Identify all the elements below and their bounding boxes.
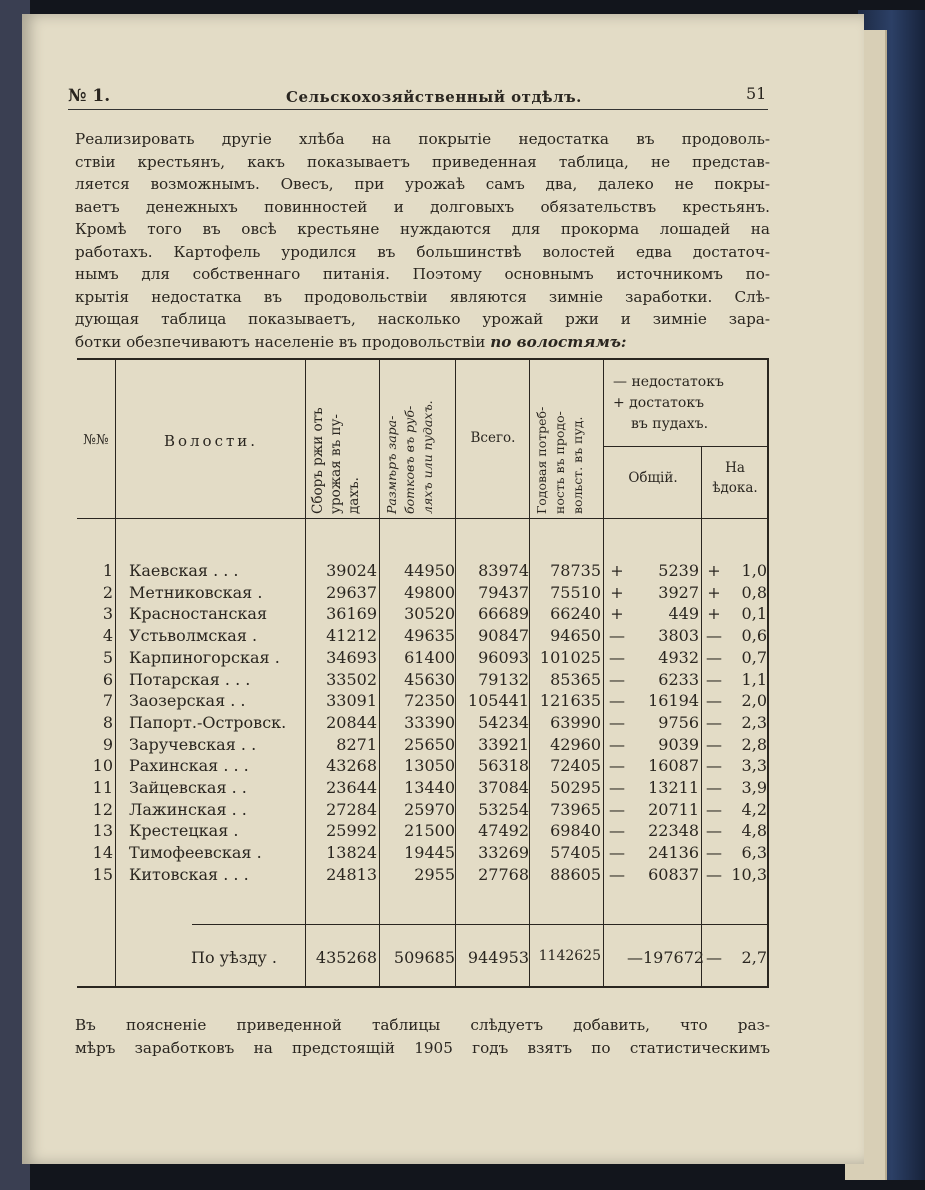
cell-a: 43268	[326, 756, 377, 776]
cell-c: 79437	[478, 582, 529, 602]
cell-s1: —	[609, 799, 625, 819]
cell-s1: —	[609, 756, 625, 776]
table-row	[77, 561, 769, 583]
cell-f: 1,0	[741, 561, 767, 580]
cell-b: 61400	[404, 647, 455, 667]
cell-f: 6,3	[741, 843, 767, 863]
cell-f: 3,3	[741, 756, 767, 776]
cell-a: 25992	[326, 821, 377, 841]
cell-s2: —	[706, 778, 722, 797]
cell-n: 9	[102, 734, 113, 754]
cell-d: 72405	[550, 756, 601, 776]
cell-f: 4,8	[741, 821, 767, 841]
cell-a: 34693	[326, 647, 377, 667]
cell-b: 33390	[404, 712, 455, 732]
cell-n: 10	[92, 756, 113, 776]
cell-f: 0,6	[741, 626, 767, 646]
cell-name: Папорт.-Островск.	[129, 712, 287, 732]
cell-c: 47492	[478, 821, 529, 841]
cell-n: 15	[92, 864, 113, 884]
cell-name: Тимофеевская .	[129, 843, 262, 863]
cell-e: 3803	[658, 626, 699, 646]
header-rule	[68, 109, 768, 110]
cell-s1: —	[609, 734, 625, 754]
cell-c: 54234	[478, 712, 529, 732]
table-row	[77, 713, 769, 735]
header-harvest: Сборъ ржи отъ урожая въ пу- дахъ.	[310, 407, 362, 514]
section-title: Сельскохозяйственный отдѣлъ.	[286, 88, 582, 106]
cell-c: 66689	[478, 604, 529, 624]
cell-n: 12	[92, 799, 113, 819]
cell-name: Заозерская . .	[129, 691, 246, 711]
cell-s1: —	[609, 712, 625, 732]
table-row	[77, 626, 769, 648]
cell-e: 9756	[658, 712, 699, 732]
table-row	[77, 756, 769, 778]
total-s2: —	[706, 948, 722, 967]
cell-d: 88605	[550, 864, 601, 884]
cell-c: 33921	[478, 734, 529, 754]
cell-b: 49800	[404, 582, 455, 602]
cell-c: 53254	[478, 799, 529, 819]
total-e: —197672	[627, 948, 705, 967]
table-row	[77, 604, 769, 626]
total-row	[77, 948, 769, 970]
cell-b: 21500	[404, 821, 455, 841]
cell-d: 73965	[550, 799, 601, 819]
cell-c: 33269	[478, 843, 529, 863]
cell-a: 39024	[326, 561, 377, 580]
cell-b: 19445	[404, 843, 455, 863]
cell-n: 2	[102, 582, 113, 602]
cell-s1: —	[609, 669, 625, 689]
cell-a: 20844	[326, 712, 377, 732]
cell-s2: —	[706, 712, 722, 732]
cell-c: 37084	[478, 778, 529, 797]
text-line: ляется возможнымъ. Овесъ, при урожаѣ самъ два, далеко не покры-	[75, 175, 770, 193]
cell-s2: —	[706, 669, 722, 689]
cell-s2: —	[706, 864, 722, 884]
cell-n: 11	[92, 778, 113, 797]
text-line: ботки обезпечиваютъ населеніе въ продовольствіи по волостямъ:	[75, 332, 627, 351]
cell-c: 56318	[478, 756, 529, 776]
cell-d: 85365	[550, 669, 601, 689]
cell-name: Метниковская .	[129, 582, 263, 602]
cell-e: 3927	[658, 582, 699, 602]
cell-c: 27768	[478, 864, 529, 884]
cell-s2: —	[706, 626, 722, 646]
cell-s2: —	[706, 756, 722, 776]
cell-e: 9039	[658, 734, 699, 754]
total-label: По уѣзду .	[191, 948, 277, 967]
cell-f: 2,8	[741, 734, 767, 754]
cell-name: Устьволмская .	[129, 626, 258, 646]
table-row	[77, 735, 769, 757]
cell-n: 13	[92, 821, 113, 841]
cell-s2: —	[706, 647, 722, 667]
cell-d: 94650	[550, 626, 601, 646]
header-general: Общій.	[628, 470, 678, 486]
cell-d: 57405	[550, 843, 601, 863]
table-row	[77, 821, 769, 843]
text-line: Кромѣ того въ овсѣ крестьяне нуждаются для прокорма лошадей на	[75, 220, 770, 238]
cell-c: 83974	[478, 561, 529, 580]
cell-c: 96093	[478, 647, 529, 667]
header-per-eater: На ѣдока.	[712, 460, 758, 496]
cell-c: 90847	[478, 626, 529, 646]
total-f: 2,7	[741, 948, 767, 967]
page-number: 51	[746, 84, 767, 103]
cell-d: 42960	[550, 734, 601, 754]
text-line: ваетъ денежныхъ повинностей и долговыхъ обязательствъ крестьянъ.	[75, 197, 770, 216]
text-line: дующая таблица показываетъ, насколько урожай ржи и зимніе зара-	[75, 310, 770, 328]
cell-s1: —	[609, 778, 625, 797]
cell-a: 13824	[326, 843, 377, 863]
cell-name: Зайцевская . .	[129, 778, 247, 797]
cell-e: 16087	[648, 756, 699, 776]
cell-d: 101025	[539, 647, 601, 667]
cell-e: 4932	[658, 647, 699, 667]
cell-s2: —	[706, 734, 722, 754]
cell-b: 2955	[414, 864, 455, 884]
cell-e: 24136	[648, 843, 699, 863]
cell-f: 0,8	[741, 582, 767, 602]
cell-s1: —	[609, 691, 625, 711]
cell-a: 24813	[326, 864, 377, 884]
header-need: Годовая потреб- ность въ продо- вольст. въ пуд.	[534, 406, 585, 514]
total-a: 435268	[315, 948, 377, 967]
text-line: мѣръ заработковъ на предстоящій 1905 годъ взятъ по статистическимъ	[75, 1038, 770, 1057]
cell-f: 0,7	[741, 647, 767, 667]
cell-s2: +	[707, 604, 721, 624]
table-row	[77, 778, 769, 800]
cell-n: 4	[102, 626, 113, 646]
table-row	[77, 583, 769, 605]
cell-a: 36169	[326, 604, 377, 624]
header-earnings: Размѣръ зара- ботковъ въ руб- ляхъ или пудахъ.	[384, 400, 435, 514]
cell-b: 13440	[404, 778, 455, 797]
text-line: крытія недостатка въ продовольствіи являются зимніе заработки. Слѣ-	[75, 287, 770, 306]
cell-d: 121635	[539, 691, 601, 711]
cell-n: 7	[102, 691, 113, 711]
cell-d: 66240	[550, 604, 601, 624]
text-line: нымъ для собственнаго питанія. Поэтому основнымъ источникомъ по-	[75, 265, 770, 283]
cell-n: 6	[102, 669, 113, 689]
intro-paragraph	[75, 128, 770, 353]
cell-s1: +	[610, 604, 624, 624]
cell-s2: —	[706, 843, 722, 863]
cell-e: 60837	[648, 864, 699, 884]
issue-number: № 1.	[68, 86, 111, 106]
cell-s1: —	[609, 843, 625, 863]
cell-e: 20711	[648, 799, 699, 819]
cell-name: Лажинская . .	[129, 799, 247, 819]
table-row	[77, 843, 769, 865]
cell-d: 78735	[550, 561, 601, 580]
cell-c: 79132	[478, 669, 529, 689]
header-num: №№	[83, 432, 109, 448]
cell-b: 13050	[404, 756, 455, 776]
cell-a: 33502	[326, 669, 377, 689]
table-row	[77, 800, 769, 822]
running-header	[68, 72, 768, 106]
header-balance-group: — недостатокъ + достатокъ въ пудахъ.	[613, 374, 724, 432]
cell-f: 2,3	[741, 712, 767, 732]
cell-s1: +	[610, 561, 624, 580]
cell-name: Потарская . . .	[129, 669, 251, 689]
cell-b: 25650	[404, 734, 455, 754]
cell-b: 45630	[404, 669, 455, 689]
cell-f: 4,2	[741, 799, 767, 819]
cell-f: 3,9	[741, 778, 767, 797]
cell-d: 63990	[550, 712, 601, 732]
cell-name: Крестецкая .	[129, 821, 239, 841]
cell-name: Китовская . . .	[129, 864, 249, 884]
cell-e: 5239	[658, 561, 699, 580]
cell-e: 6233	[658, 669, 699, 689]
cell-f: 2,0	[741, 691, 767, 711]
table-row	[77, 648, 769, 670]
cell-a: 23644	[326, 778, 377, 797]
cell-s2: +	[707, 561, 721, 580]
cell-s2: +	[707, 582, 721, 602]
cell-name: Карпиногорская .	[129, 647, 280, 667]
cell-n: 14	[92, 843, 113, 863]
cell-n: 8	[102, 712, 113, 732]
cell-b: 30520	[404, 604, 455, 624]
text-line: ствіи крестьянъ, какъ показываетъ приведенная таблица, не представ-	[75, 152, 770, 171]
total-d: 1142625	[538, 948, 601, 964]
cell-b: 49635	[404, 626, 455, 646]
cell-b: 72350	[404, 691, 455, 711]
cell-c: 105441	[467, 691, 529, 711]
cell-d: 75510	[550, 582, 601, 602]
cell-n: 1	[102, 561, 113, 580]
cell-s1: —	[609, 864, 625, 884]
table-row	[77, 670, 769, 692]
cell-f: 0,1	[741, 604, 767, 624]
cell-e: 13211	[648, 778, 699, 797]
cell-e: 449	[668, 604, 699, 624]
text-line: Реализировать другіе хлѣба на покрытіе недостатка въ продоволь-	[75, 130, 770, 148]
cell-n: 3	[102, 604, 113, 624]
cell-f: 1,1	[741, 669, 767, 689]
table-row	[77, 865, 769, 887]
cell-a: 29637	[326, 582, 377, 602]
text-line: работахъ. Картофель уродился въ большинствѣ волостей едва достаточ-	[75, 242, 770, 261]
cell-f: 10,3	[731, 864, 767, 884]
cell-b: 44950	[404, 561, 455, 580]
table-row	[77, 691, 769, 713]
text-line: Въ поясненіе приведенной таблицы слѣдуетъ добавить, что раз-	[75, 1016, 770, 1034]
cell-e: 16194	[648, 691, 699, 711]
cell-s2: —	[706, 799, 722, 819]
cell-name: Каевская . . .	[129, 561, 239, 580]
cell-name: Рахинская . . .	[129, 756, 249, 776]
closing-paragraph	[75, 1014, 770, 1059]
cell-a: 41212	[326, 626, 377, 646]
cell-s1: —	[609, 626, 625, 646]
total-b: 509685	[393, 948, 455, 967]
cell-b: 25970	[404, 799, 455, 819]
header-total: Всего.	[470, 430, 516, 446]
cell-d: 50295	[550, 778, 601, 797]
header-volost: Волости.	[163, 432, 259, 450]
cell-s1: —	[609, 647, 625, 667]
cell-a: 27284	[326, 799, 377, 819]
cell-a: 8271	[336, 734, 377, 754]
cell-d: 69840	[550, 821, 601, 841]
cell-a: 33091	[326, 691, 377, 711]
cell-s2: —	[706, 821, 722, 841]
cell-name: Заручевская . .	[129, 734, 257, 754]
total-c: 944953	[467, 948, 529, 967]
cell-e: 22348	[648, 821, 699, 841]
cell-name: Красностанская	[129, 604, 268, 624]
volost-table	[77, 358, 769, 994]
cell-n: 5	[102, 647, 113, 667]
cell-s1: —	[609, 821, 625, 841]
cell-s2: —	[706, 691, 722, 711]
cell-s1: +	[610, 582, 624, 602]
